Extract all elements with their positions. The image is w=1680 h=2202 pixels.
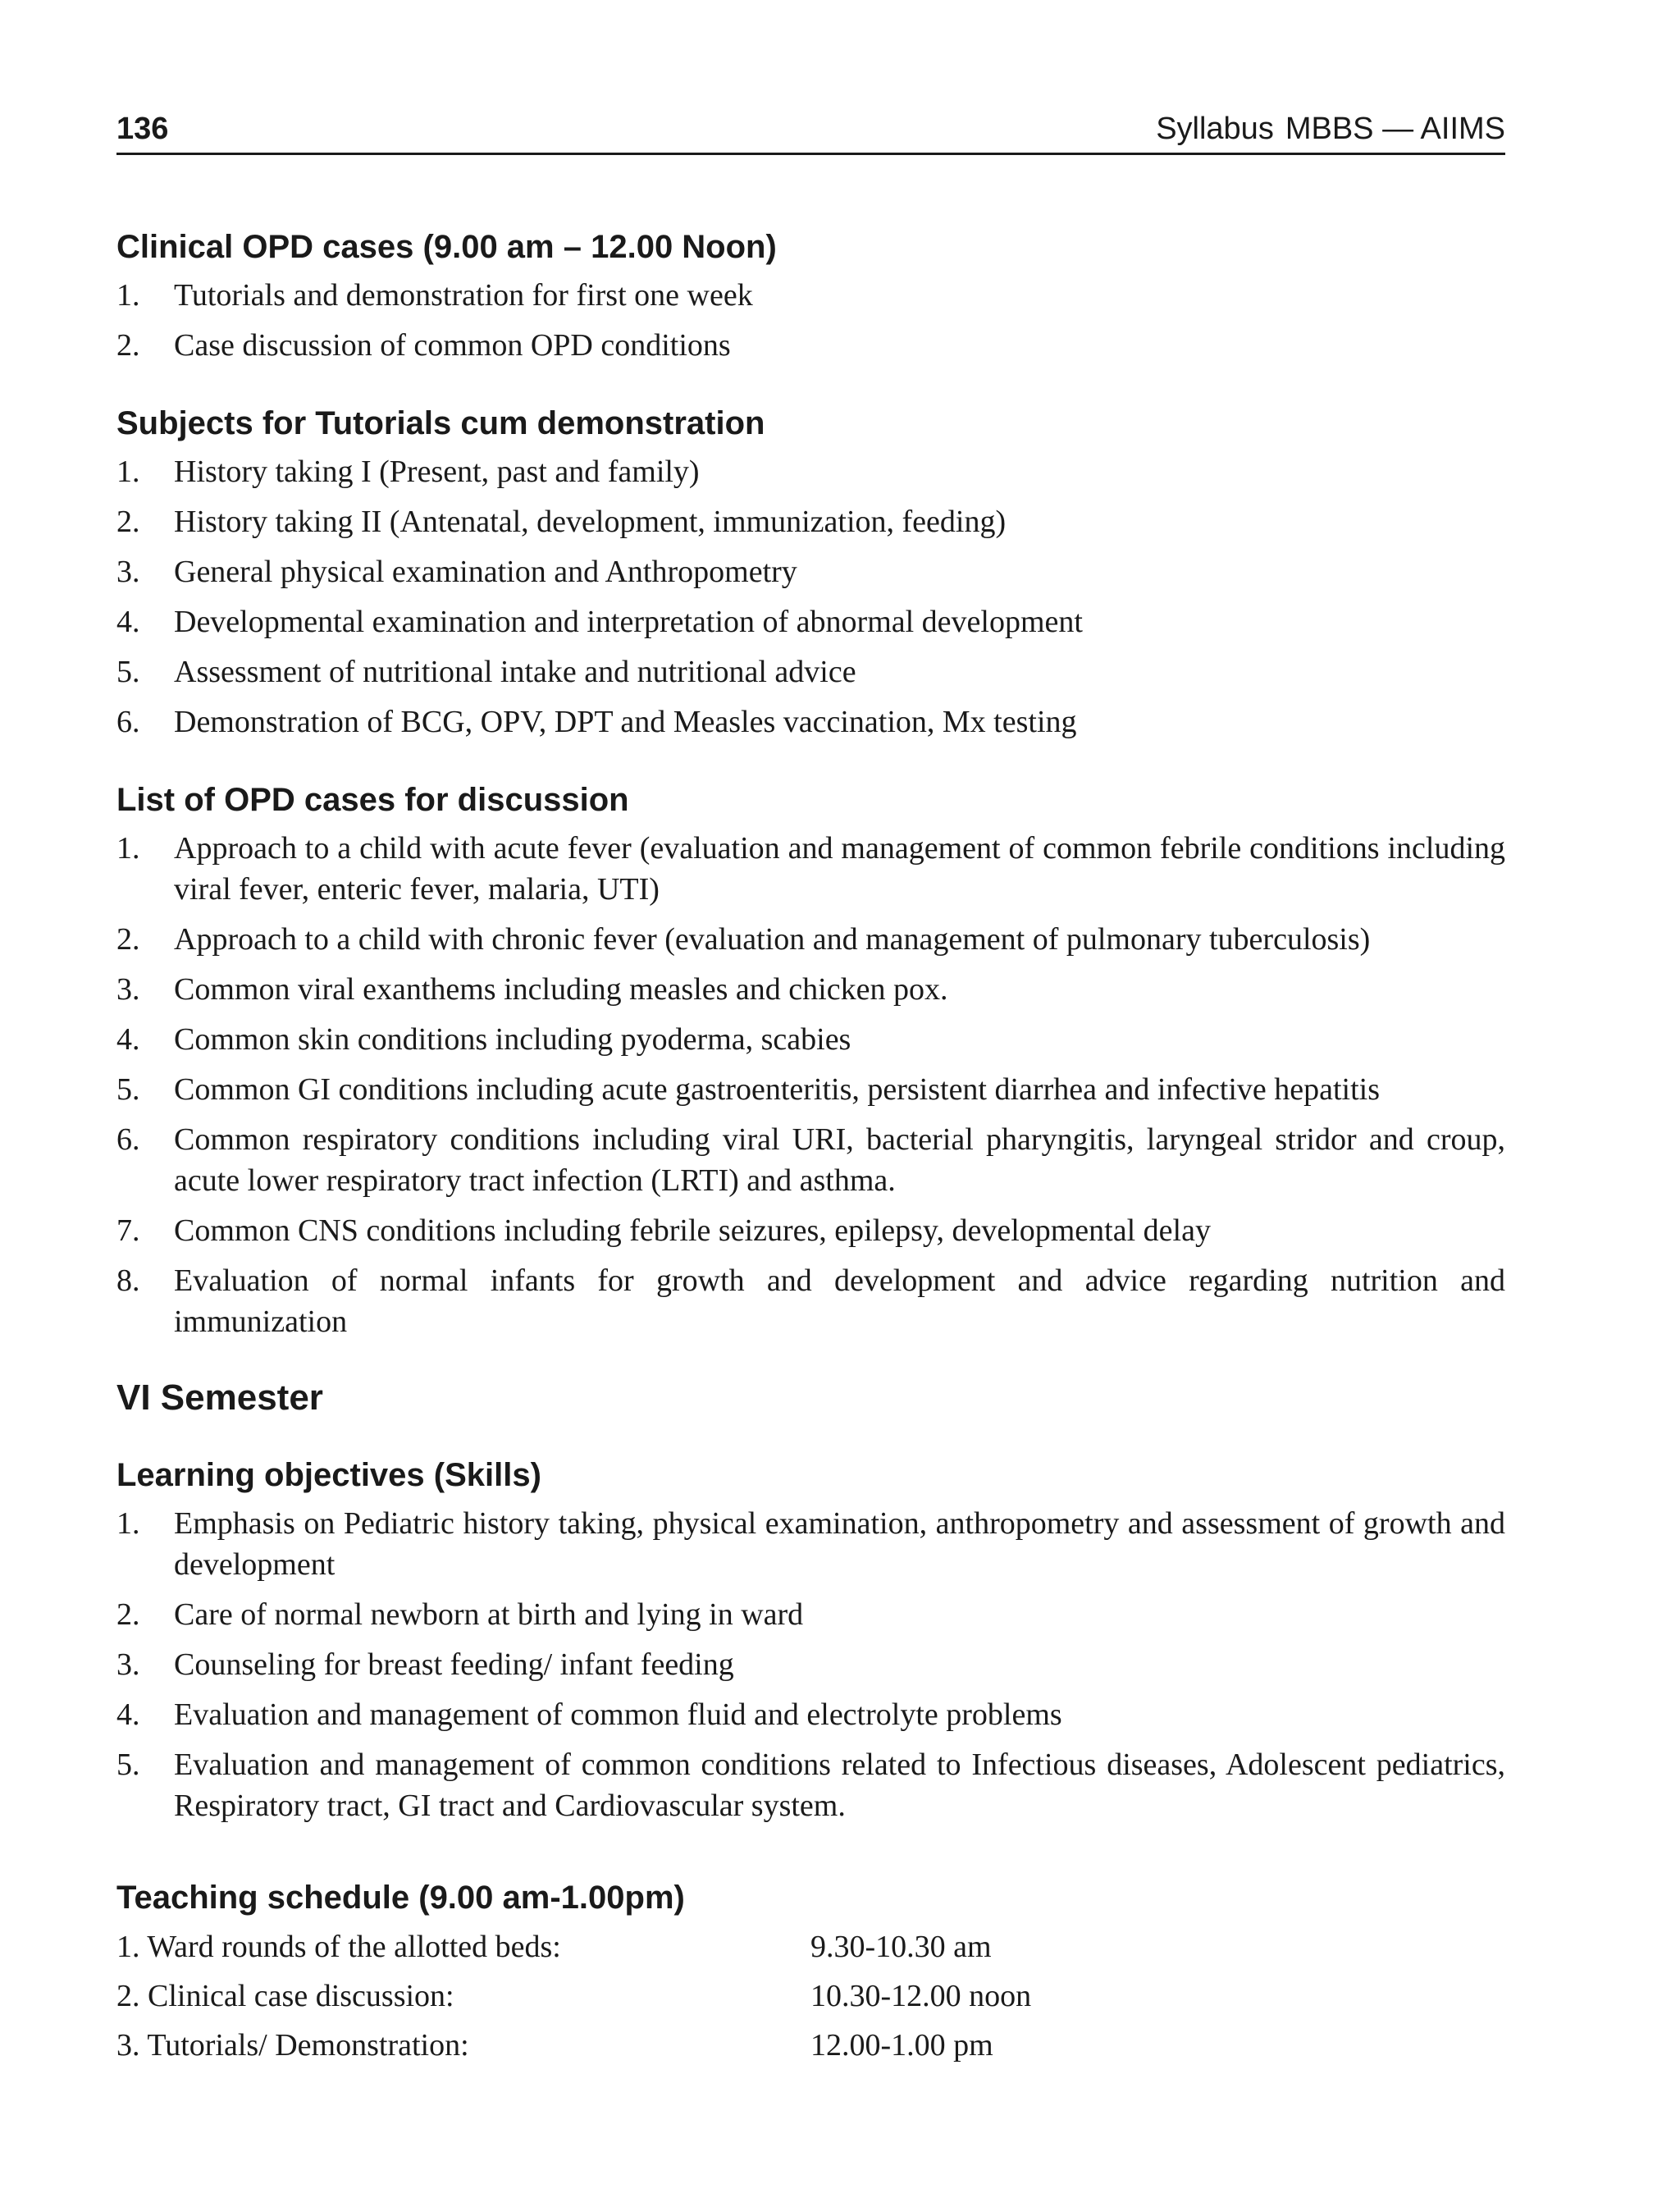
numbered-list — [116, 275, 1505, 366]
section-heading: Teaching schedule (9.00 am-1.00pm) — [116, 1880, 685, 1916]
schedule-row — [116, 1926, 1505, 1967]
schedule-label: 3. Tutorials/ Demonstration: — [116, 2028, 469, 2063]
list-item: 3. General physical examination and Anthropometry — [116, 555, 797, 589]
list-item: 3. Counseling for breast feeding/ infant feeding — [116, 1647, 734, 1682]
running-title-left: Syllabus — [1156, 112, 1274, 146]
section-heading: Learning objectives (Skills) — [116, 1457, 541, 1493]
list-item: 1. Approach to a child with acute fever (evaluation and management of common febrile conditions including viral fever, enteric fever, malaria, UTI) — [116, 831, 1505, 907]
section-heading: List of OPD cases for discussion — [116, 782, 629, 818]
running-title — [1156, 112, 1505, 147]
numbered-list — [116, 828, 1505, 1342]
section-teaching-schedule — [116, 1877, 1505, 2066]
section-learning-objectives — [116, 1455, 1505, 1826]
list-item: 1. Emphasis on Pediatric history taking, physical examination, anthropometry and assessment of growth and development — [116, 1506, 1505, 1582]
schedule-row — [116, 2025, 1505, 2066]
list-item: 7. Common CNS conditions including febrile seizures, epilepsy, developmental delay — [116, 1213, 1211, 1248]
numbered-list — [116, 451, 1505, 742]
schedule-row — [116, 1976, 1505, 2017]
section-clinical-opd — [116, 226, 1505, 366]
schedule-time: 9.30-10.30 am — [810, 1930, 992, 1964]
schedule-table — [116, 1926, 1505, 2066]
schedule-label: 1. Ward rounds of the allotted beds: — [116, 1930, 561, 1964]
section-heading: Subjects for Tutorials cum demonstration — [116, 405, 765, 441]
list-item: 5. Assessment of nutritional intake and nutritional advice — [116, 655, 856, 689]
list-item: 6. Common respiratory conditions including viral URI, bacterial pharyngitis, laryngeal stridor and croup, acute lower respiratory tract infection (LRTI) and asthma. — [116, 1122, 1505, 1198]
list-item: 6. Demonstration of BCG, OPV, DPT and Measles vaccination, Mx testing — [116, 705, 1077, 739]
list-item: 2. History taking II (Antenatal, development, immunization, feeding) — [116, 505, 1007, 539]
list-item: 5. Evaluation and management of common conditions related to Infectious diseases, Adolescent pediatrics, Respiratory tract, GI tract and Cardiovascular system. — [116, 1747, 1505, 1823]
schedule-label: 2. Clinical case discussion: — [116, 1979, 454, 2013]
list-item: 1. History taking I (Present, past and family) — [116, 455, 700, 489]
section-opd-cases — [116, 779, 1505, 1342]
schedule-time: 12.00-1.00 pm — [810, 2028, 993, 2063]
list-item: 2. Case discussion of common OPD conditions — [116, 328, 731, 363]
section-semester — [116, 1376, 1505, 1420]
schedule-time: 10.30-12.00 noon — [810, 1979, 1032, 2013]
running-title-right: MBBS — AIIMS — [1285, 112, 1505, 146]
semester-heading: VI Semester — [116, 1377, 323, 1418]
page-number: 136 — [116, 112, 169, 146]
section-tutorials — [116, 403, 1505, 742]
list-item: 4. Developmental examination and interpretation of abnormal development — [116, 605, 1083, 639]
list-item: 3. Common viral exanthems including measles and chicken pox. — [116, 972, 948, 1007]
list-item: 2. Approach to a child with chronic fever (evaluation and management of pulmonary tuberculosis) — [116, 922, 1371, 957]
list-item: 5. Common GI conditions including acute gastroenteritis, persistent diarrhea and infective hepatitis — [116, 1072, 1380, 1107]
page-header — [116, 112, 1505, 155]
list-item: 1. Tutorials and demonstration for first one week — [116, 278, 753, 313]
list-item: 4. Evaluation and management of common fluid and electrolyte problems — [116, 1697, 1062, 1732]
list-item: 8. Evaluation of normal infants for growth and development and advice regarding nutrition and immunization — [116, 1263, 1505, 1339]
section-heading: Clinical OPD cases (9.00 am – 12.00 Noon) — [116, 229, 777, 265]
numbered-list — [116, 1503, 1505, 1826]
list-item: 2. Care of normal newborn at birth and lying in ward — [116, 1597, 804, 1632]
list-item: 4. Common skin conditions including pyoderma, scabies — [116, 1022, 851, 1057]
